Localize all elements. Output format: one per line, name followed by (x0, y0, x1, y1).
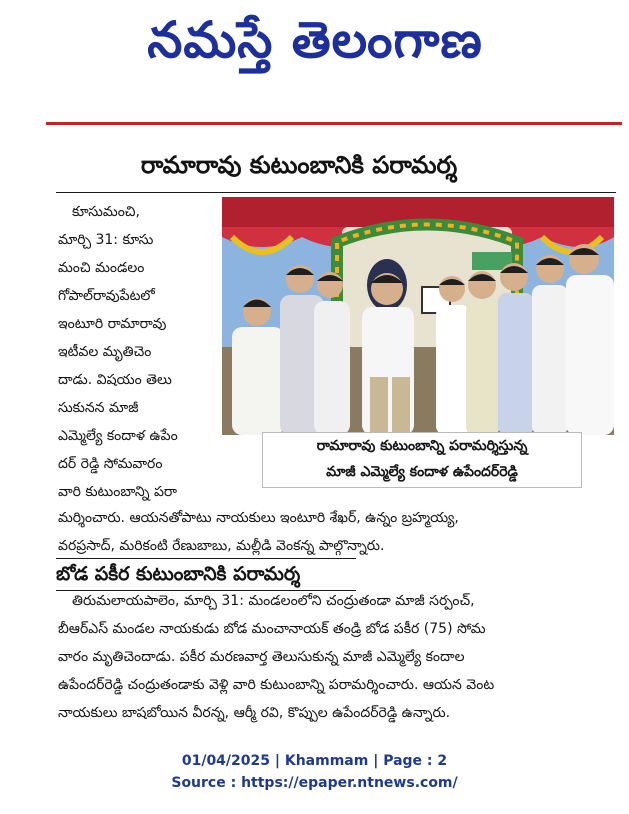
caption-line: రామారావు కుటుంబాన్ని పరామర్శిస్తున్న (316, 438, 528, 454)
body-line: ఇటీవల మృతిచెం (58, 344, 152, 360)
body-line: కూసుమంచి, (72, 204, 140, 220)
article-body-wide (58, 505, 618, 561)
body-line: దర్ రెడ్డి సోమవారం (58, 456, 163, 472)
body-line: ఇంటూరి రామారావు (58, 316, 167, 332)
body-line: దాడు. విషయం తెలు (58, 372, 172, 388)
caption-line: మాజీ ఎమ్మెల్యే కందాళ ఉపేందర్‌రెడ్డి (326, 464, 518, 480)
source-link[interactable]: Source : https://epaper.ntnews.com/ (171, 775, 458, 791)
edition-info: 01/04/2025 | Khammam | Page : 2 (181, 753, 448, 769)
article2-body (58, 588, 618, 728)
condolence-visit-photo (222, 197, 614, 435)
body-line: మార్చి 31: కూసు (58, 232, 154, 248)
article-headline: రామారావు కుటుంబానికి పరామర్శ (140, 151, 458, 179)
article2-headline: బోడ పకీర కుటుంబానికి పరామర్శ (56, 563, 301, 585)
body-line: గోపాల్‌రావుపేటలో (58, 288, 155, 304)
body-line: సుకునన మాజీ (58, 400, 139, 416)
body-line: మర్శించారు. ఆయనతోపాటు నాయకులు ఇంటూరి శేఖర్, ఉన్నం బ్రహ్మయ్య, (58, 510, 459, 526)
body-line: ఉపేందర్‌రెడ్డి చంద్రుతండాకు వెళ్లి వారి కుటుంబాన్ని పరామర్శించారు. ఆయన వెంట (58, 677, 495, 693)
body-line: వారి కుటుంబాన్ని పరా (58, 484, 178, 500)
body-line: బీఆర్ఎస్ మండల నాయకుడు బోడ మంచానాయక్ తండ్రి బోడ పకీర (75) సోమ (58, 621, 486, 637)
body-line: ఎమ్మెల్యే కందాళ ఉపేం (58, 428, 178, 444)
body-line: మంచి మండలం (58, 260, 145, 276)
body-line: తిరుమలాయపాలెం, మార్చి 31: మండలంలోని చంద్రుతండా మాజీ సర్పంచ్, (72, 593, 475, 609)
body-line: నాయకులు బాషబోయిన వీరన్న, ఆర్మీ రవి, కొప్పుల ఉపేందర్‌రెడ్డి ఉన్నారు. (58, 705, 451, 721)
article-body-column (58, 198, 218, 506)
photo-caption (262, 432, 582, 488)
newspaper-masthead: నమస్తే తెలంగాణ (147, 10, 483, 69)
headline-rule (56, 192, 616, 193)
body-line: వారం మృతిచెందాడు. పకీర మరణవార్త తెలుసుకున్న మాజీ ఎమ్మెల్యే కందాల (58, 649, 465, 665)
body-line: వరప్రసాద్, మరికంటి రేణుబాబు, మల్లీడి వెంకన్న పాల్గొన్నారు. (58, 538, 385, 554)
